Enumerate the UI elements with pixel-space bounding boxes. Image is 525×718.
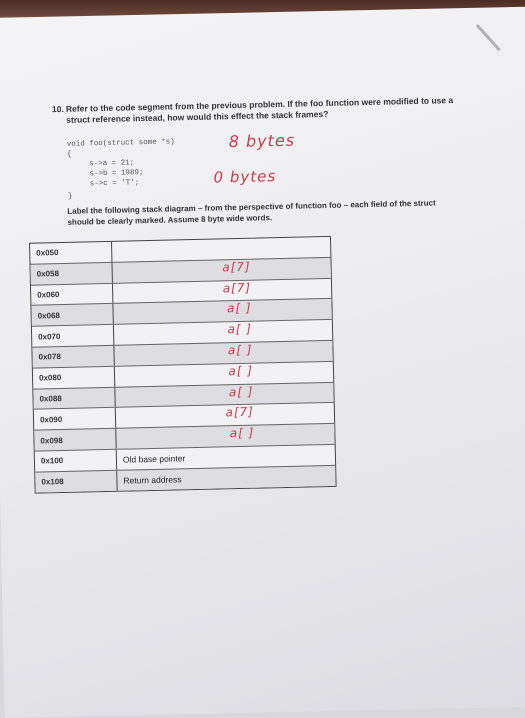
- code-line-c: s->c = 'T';: [89, 179, 140, 189]
- stack-cell: [117, 466, 335, 491]
- stack-address: 0x088: [33, 387, 115, 409]
- handwritten-field: a[7]: [222, 259, 251, 275]
- stack-address: 0x050: [30, 242, 112, 264]
- handwritten-field: a[ ]: [229, 425, 255, 441]
- question-text: Refer to the code segment from the previous problem. If the foo function were modified to use a struct reference instead, how would this effect the stack frames?: [65, 95, 454, 125]
- handwritten-field: a[7]: [222, 280, 252, 295]
- stack-address: 0x090: [34, 408, 116, 430]
- stack-address: 0x058: [30, 263, 112, 285]
- code-open-brace: {: [66, 150, 72, 159]
- code-line-b: s->b = 1989;: [89, 169, 144, 179]
- stack-address: 0x080: [33, 367, 115, 389]
- stack-address: 0x068: [31, 304, 113, 326]
- code-signature: void foo(struct some *s): [66, 138, 175, 149]
- question-number: 10.: [51, 103, 64, 115]
- handwritten-note-8-bytes: 8 bytes: [228, 130, 296, 152]
- instruction-text: Label the following stack diagram – from the perspective of function foo – each field of the struct should be clearly marked. Assume 8 byte wide words.: [67, 198, 436, 227]
- stack-address: 0x070: [32, 325, 114, 347]
- handwritten-field: a[ ]: [228, 363, 254, 379]
- handwritten-field: a[ ]: [228, 384, 254, 399]
- stack-address: 0x100: [35, 450, 117, 472]
- handwritten-field: a[7]: [225, 405, 255, 420]
- code-close-brace: }: [67, 192, 73, 201]
- handwritten-field: a[ ]: [226, 301, 252, 316]
- stack-label: Old base pointer: [122, 453, 186, 465]
- handwritten-field: a[ ]: [227, 321, 253, 337]
- stack-address: 0x060: [31, 283, 113, 305]
- code-line-a: s->a = 21;: [89, 159, 135, 169]
- handwritten-field: a[ ]: [227, 342, 253, 358]
- handwritten-note-0-bytes: 0 bytes: [213, 167, 277, 187]
- stack-address: 0x078: [32, 346, 114, 368]
- stack-diagram: [29, 236, 337, 493]
- stack-address: 0x098: [34, 429, 116, 451]
- stack-address: 0x108: [35, 471, 117, 493]
- stack-label: Return address: [123, 473, 182, 486]
